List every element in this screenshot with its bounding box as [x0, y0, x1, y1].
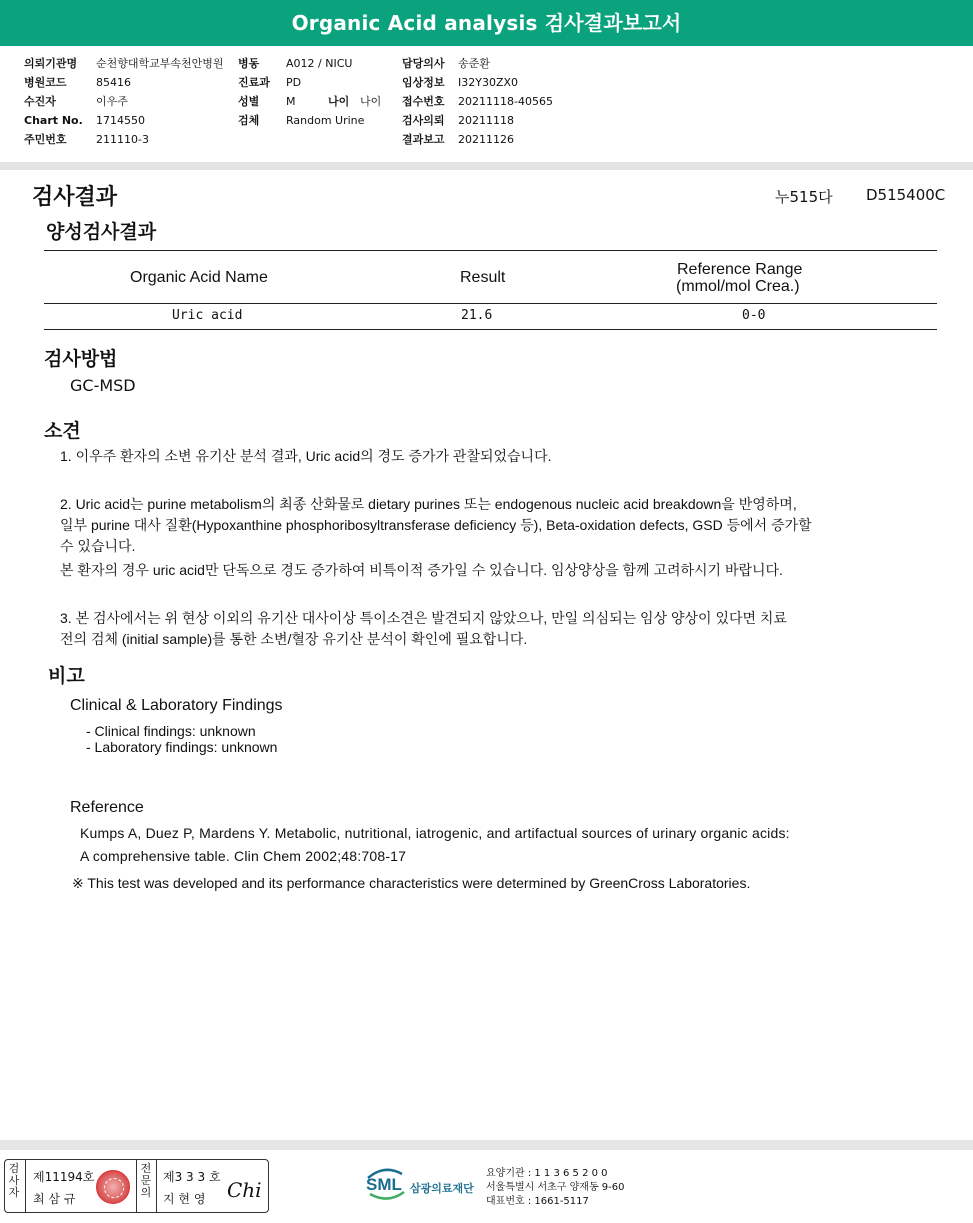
- label-resident-no: 주민번호: [24, 133, 67, 146]
- value-ward: A012 / NICU: [286, 57, 353, 70]
- test-code: D515400C: [866, 186, 946, 204]
- value-receipt-no: 20211118-40565: [458, 95, 553, 108]
- positive-results-heading: 양성검사결과: [46, 221, 157, 243]
- signature-separator: [25, 1160, 26, 1212]
- label-hospital-code: 병원코드: [24, 76, 67, 89]
- cell-reference-range: 0-0: [742, 308, 766, 323]
- header-organic-acid-name: Organic Acid Name: [130, 269, 268, 286]
- table-header-rule: [44, 303, 937, 304]
- method-heading: 검사방법: [44, 348, 118, 370]
- lab-info: [486, 1167, 625, 1209]
- lab-address: 서울특별시 서초구 양재동 9-60: [486, 1182, 625, 1193]
- opinion-paragraph-3-line-2: 전의 검체 (initial sample)를 통한 소변/혈장 유기산 분석이 확인에 필요합니다.: [60, 631, 528, 647]
- report-title: Organic Acid analysis 검사결과보고서: [0, 0, 973, 46]
- value-physician: 송준환: [458, 57, 490, 70]
- remarks-heading: 비고: [48, 665, 85, 687]
- examiner-seal-icon: [96, 1170, 130, 1204]
- opinion-paragraph-2-line-4: 본 환자의 경우 uric acid만 단독으로 경도 증가하여 비특이적 증가일 수 있습니다. 임상양상을 함께 고려하시기 바랍니다.: [60, 562, 783, 578]
- lab-institution-code: 요양기관 : 1 1 3 6 5 2 0 0: [486, 1168, 608, 1179]
- signature-box: [4, 1159, 269, 1213]
- label-report-date: 결과보고: [402, 133, 445, 146]
- examiner-name: 최 삼 규: [33, 1192, 76, 1206]
- method-value: GC-MSD: [70, 376, 136, 395]
- label-department: 진료과: [238, 76, 270, 89]
- value-resident-no: 211110-3: [96, 133, 149, 146]
- label-request-date: 검사의뢰: [402, 114, 445, 127]
- clinical-finding: - Clinical findings: unknown: [86, 723, 256, 739]
- specialist-signature: Chi: [227, 1178, 262, 1202]
- table-top-rule: [44, 250, 937, 251]
- sml-logo-text: SML: [366, 1175, 402, 1194]
- value-sex: M: [286, 95, 296, 108]
- value-report-date: 20211126: [458, 133, 514, 146]
- value-request-date: 20211118: [458, 114, 514, 127]
- specialist-name: 지 현 영: [163, 1192, 206, 1206]
- header-result: Result: [460, 269, 506, 286]
- label-chart-no: Chart No.: [24, 114, 83, 127]
- footer-divider: [0, 1140, 973, 1150]
- signature-separator: [156, 1160, 157, 1212]
- value-chart-no: 1714550: [96, 114, 145, 127]
- results-heading: 검사결과: [32, 185, 118, 210]
- value-specimen: Random Urine: [286, 114, 365, 127]
- label-specimen: 검체: [238, 114, 260, 127]
- foundation-name: 삼광의료재단: [410, 1182, 474, 1195]
- patient-info: [0, 50, 973, 162]
- opinion-paragraph-3-line-1: 3. 본 검사에서는 위 현상 이외의 유기산 대사이상 특이소견은 발견되지 않았으나, 만일 의심되는 임상 양상이 있다면 치료: [60, 610, 787, 626]
- cell-result: 21.6: [461, 308, 493, 323]
- signature-separator: [136, 1160, 137, 1212]
- reference-heading: Reference: [70, 799, 144, 816]
- label-ward: 병동: [238, 57, 260, 70]
- opinion-paragraph-1: 1. 이우주 환자의 소변 유기산 분석 결과, Uric acid의 경도 증가가 관찰되었습니다.: [60, 448, 552, 464]
- opinion-heading: 소견: [44, 420, 81, 442]
- examiner-label: 검사자: [8, 1162, 20, 1199]
- label-receipt-no: 접수번호: [402, 95, 445, 108]
- patient-info-col3: [402, 54, 553, 149]
- value-department: PD: [286, 76, 302, 89]
- label-sex: 성별: [238, 95, 260, 108]
- label-physician: 담당의사: [402, 57, 445, 70]
- laboratory-finding: - Laboratory findings: unknown: [86, 739, 278, 755]
- cell-acid-name: Uric acid: [172, 308, 243, 323]
- patient-info-col1: [24, 54, 224, 149]
- value-age: 나이: [360, 95, 382, 108]
- value-requesting-org: 순천향대학교부속천안병원: [96, 57, 224, 70]
- reference-line-1: Kumps A, Duez P, Mardens Y. Metabolic, nutritional, iatrogenic, and artifactual sources of urinary organic acids:: [80, 825, 790, 841]
- value-patient-name: 이우주: [96, 95, 128, 108]
- specialist-label: 전문의: [140, 1162, 152, 1199]
- value-hospital-code: 85416: [96, 76, 131, 89]
- table-bottom-rule: [44, 329, 937, 330]
- test-code-korean: 누515다: [775, 188, 833, 206]
- clinical-findings-heading: Clinical & Laboratory Findings: [70, 697, 283, 714]
- reference-line-2: A comprehensive table. Clin Chem 2002;48:708-17: [80, 848, 407, 864]
- patient-info-col2: [238, 54, 381, 130]
- opinion-paragraph-2-line-3: 수 있습니다.: [60, 538, 136, 554]
- section-divider: [0, 162, 973, 170]
- label-age: 나이: [328, 95, 350, 108]
- opinion-paragraph-2-line-2: 일부 purine 대사 질환(Hypoxanthine phosphoribosyltransferase deficiency 등), Beta-oxidation defects, GSD 등에서 증가할: [60, 517, 812, 533]
- label-patient-name: 수진자: [24, 95, 56, 108]
- label-clinical-info: 임상정보: [402, 76, 445, 89]
- specialist-license-no: 제3 3 3 호: [163, 1170, 221, 1184]
- lab-note: ※ This test was developed and its performance characteristics were determined by GreenCross Laboratories.: [72, 875, 751, 891]
- header-reference-range: Reference Range: [677, 261, 803, 278]
- opinion-paragraph-2-line-1: 2. Uric acid는 purine metabolism의 최종 산화물로 dietary purines 또는 endogenous nucleic acid breakdown을 반영하며,: [60, 496, 797, 512]
- label-requesting-org: 의뢰기관명: [24, 57, 78, 70]
- lab-phone: 대표번호 : 1661-5117: [486, 1196, 589, 1207]
- value-clinical-info: I32Y30ZX0: [458, 76, 519, 89]
- examiner-license-no: 제11194호: [33, 1170, 95, 1184]
- header-reference-unit: (mmol/mol Crea.): [676, 278, 800, 295]
